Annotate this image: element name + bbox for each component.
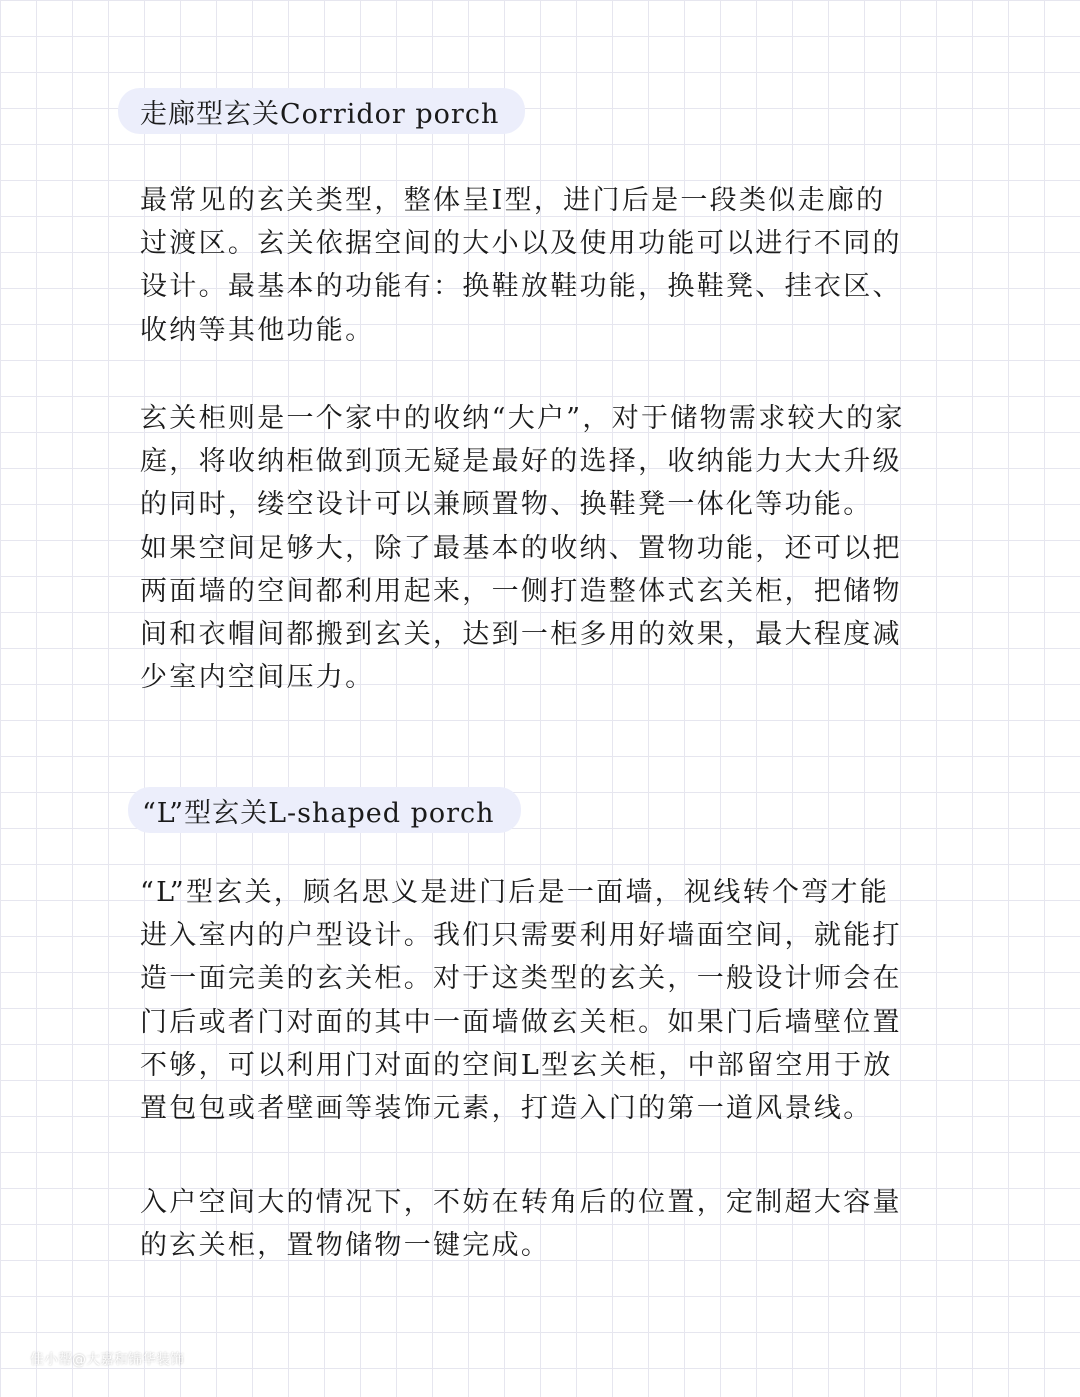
paragraph-corridor-cabinet: [140, 397, 960, 699]
paragraph-l-shaped-large-space: [140, 1181, 960, 1267]
section-heading-l-shaped-porch: [128, 787, 521, 833]
text-line: 入户空间大的情况下，不妨在转角后的位置，定制超大容量: [140, 1187, 902, 1218]
paragraph-corridor-intro: [140, 179, 960, 352]
text-line: 设计。最基本的功能有：换鞋放鞋功能，换鞋凳、挂衣区、: [140, 271, 902, 303]
text-line: 收纳等其他功能。: [140, 314, 375, 346]
paragraph-l-shaped-intro: [140, 871, 960, 1130]
watermark: 佳小帮@大嘉和锦华装饰: [30, 1352, 184, 1368]
text-line: 置包包或者壁画等装饰元素，打造入门的第一道风景线。: [140, 1093, 873, 1125]
text-line: 两面墙的空间都利用起来，一侧打造整体式玄关柜，把储物: [140, 575, 902, 607]
text-line: 庭，将收纳柜做到顶无疑是最好的选择，收纳能力大大升级: [140, 446, 902, 478]
text-line: 进入室内的户型设计。我们只需要利用好墙面空间，就能打: [140, 920, 902, 952]
text-line: “L”型玄关，顾名思义是进门后是一面墙，视线转个弯才能: [140, 877, 890, 908]
text-line: 过渡区。玄关依据空间的大小以及使用功能可以进行不同的: [140, 228, 902, 260]
text-line: 少室内空间压力。: [140, 662, 375, 694]
text-line: 间和衣帽间都搬到玄关，达到一柜多用的效果，最大程度减: [140, 619, 902, 651]
text-line: 如果空间足够大，除了最基本的收纳、置物功能，还可以把: [140, 532, 902, 564]
text-line: 玄关柜则是一个家中的收纳“大户”，对于储物需求较大的家: [140, 403, 905, 434]
text-line: 不够，可以利用门对面的空间L型玄关柜，中部留空用于放: [140, 1049, 893, 1081]
section-heading-text: “L”型玄关L-shaped porch: [142, 797, 495, 829]
section-heading-text: 走廊型玄关Corridor porch: [140, 98, 500, 130]
text-line: 造一面完美的玄关柜。对于这类型的玄关，一般设计师会在: [140, 963, 902, 995]
text-line: 最常见的玄关类型，整体呈I型，进门后是一段类似走廊的: [140, 185, 886, 216]
text-line: 门后或者门对面的其中一面墙做玄关柜。如果门后墙壁位置: [140, 1006, 902, 1038]
text-line: 的同时，缕空设计可以兼顾置物、换鞋凳一体化等功能。: [140, 489, 873, 521]
text-line: 的玄关柜，置物储物一键完成。: [140, 1230, 551, 1262]
section-heading-corridor-porch: [118, 88, 525, 134]
